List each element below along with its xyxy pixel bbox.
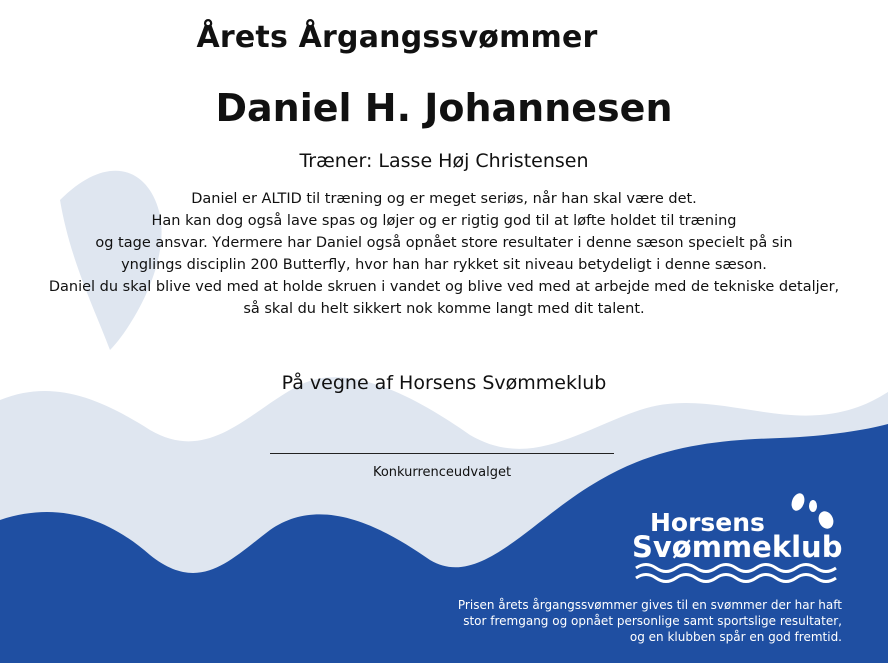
footer-line: stor fremgang og opnået personlige samt sportslige resultater, xyxy=(463,614,842,628)
body-line: ynglings disciplin 200 Butterfly, hvor han har rykket sit niveau betydeligt i denne sæson. xyxy=(121,257,767,273)
body-line: Daniel er ALTID til træning og er meget seriøs, når han skal være det. xyxy=(191,191,697,207)
certificate-body xyxy=(0,188,888,320)
body-line: Daniel du skal blive ved med at holde skruen i vandet og blive ved med at arbejde med de tekniske detaljer, xyxy=(48,279,840,295)
body-line: og tage ansvar. Ydermere har Daniel også opnået store resultater i denne sæson specielt på sin xyxy=(95,235,793,251)
logo-line2: Svømmeklub xyxy=(632,530,843,564)
coach-line: Træner: Lasse Høj Christensen xyxy=(299,150,589,172)
body-line: så skal du helt sikkert nok komme langt med dit talent. xyxy=(243,301,645,317)
footer-line: Prisen årets årgangssvømmer gives til en svømmer der har haft xyxy=(457,598,842,612)
certificate-title: Årets Årgangssvømmer xyxy=(196,20,598,55)
signature-label: Konkurrenceudvalget xyxy=(372,465,512,480)
body-line: Han kan dog også lave spas og løjer og er rigtig god til at løfte holdet til træning xyxy=(151,213,737,229)
footer-note xyxy=(422,597,842,645)
club-logo xyxy=(632,490,852,590)
recipient-name: Daniel H. Johannesen xyxy=(215,86,673,130)
signature-line xyxy=(270,453,614,454)
footer-line: og en klubben spår en god fremtid. xyxy=(629,630,842,644)
logo-line1: Horsens xyxy=(650,508,765,537)
on-behalf-text: På vegne af Horsens Svømmeklub xyxy=(281,372,607,394)
